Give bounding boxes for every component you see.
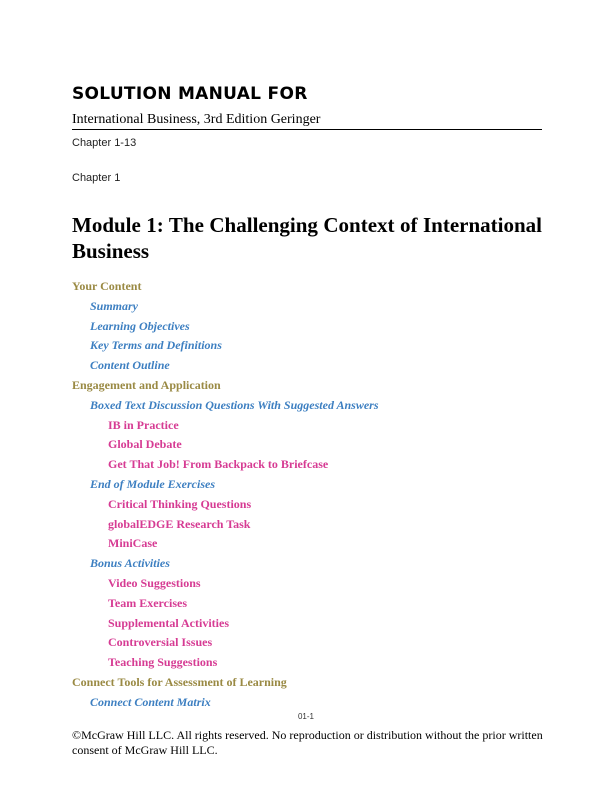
chapter-label: Chapter 1 xyxy=(72,172,121,184)
solution-manual-heading: SOLUTION MANUAL FOR xyxy=(72,84,308,104)
toc-item[interactable]: Connect Content Matrix xyxy=(90,694,211,709)
toc-item[interactable]: Critical Thinking Questions xyxy=(108,496,252,511)
toc-item[interactable]: globalEDGE Research Task xyxy=(108,516,251,531)
toc-item[interactable]: MiniCase xyxy=(108,536,158,551)
toc-item[interactable]: Key Terms and Definitions xyxy=(90,338,222,353)
toc-item[interactable]: Engagement and Application xyxy=(72,378,221,392)
toc-item[interactable]: Content Outline xyxy=(90,358,170,373)
book-title: International Business, 3rd Edition Geringer xyxy=(72,112,321,127)
toc-item[interactable]: Your Content xyxy=(72,279,142,293)
toc-item[interactable]: Summary xyxy=(90,298,139,313)
toc-item[interactable]: Bonus Activities xyxy=(90,556,170,571)
chapters-range: Chapter 1-13 xyxy=(72,137,137,149)
toc-item[interactable]: Video Suggestions xyxy=(108,576,201,590)
title-rule xyxy=(72,129,542,130)
toc-item[interactable]: Boxed Text Discussion Questions With Suggested Answers xyxy=(90,397,379,412)
toc-item[interactable]: End of Module Exercises xyxy=(90,477,216,491)
toc-item[interactable]: Connect Tools for Assessment of Learning xyxy=(72,675,287,689)
toc-item[interactable]: Learning Objectives xyxy=(90,318,190,333)
toc-item[interactable]: IB in Practice xyxy=(108,417,179,432)
toc-item[interactable]: Global Debate xyxy=(108,437,182,452)
toc-item[interactable]: Teaching Suggestions xyxy=(108,655,218,670)
toc-item[interactable]: Controversial Issues xyxy=(108,635,213,650)
module-title: Module 1: The Challenging Context of International Business xyxy=(72,213,542,263)
toc-item[interactable]: Get That Job! From Backpack to Briefcase xyxy=(108,457,329,472)
page-number: 01-1 xyxy=(297,712,314,721)
toc-item[interactable]: Supplemental Activities xyxy=(108,615,230,630)
copyright-footer: ©McGraw Hill LLC. All rights reserved. No reproduction or distribution without the prior written consent of McGraw Hill LLC. xyxy=(72,728,543,757)
toc-item[interactable]: Team Exercises xyxy=(108,595,187,610)
